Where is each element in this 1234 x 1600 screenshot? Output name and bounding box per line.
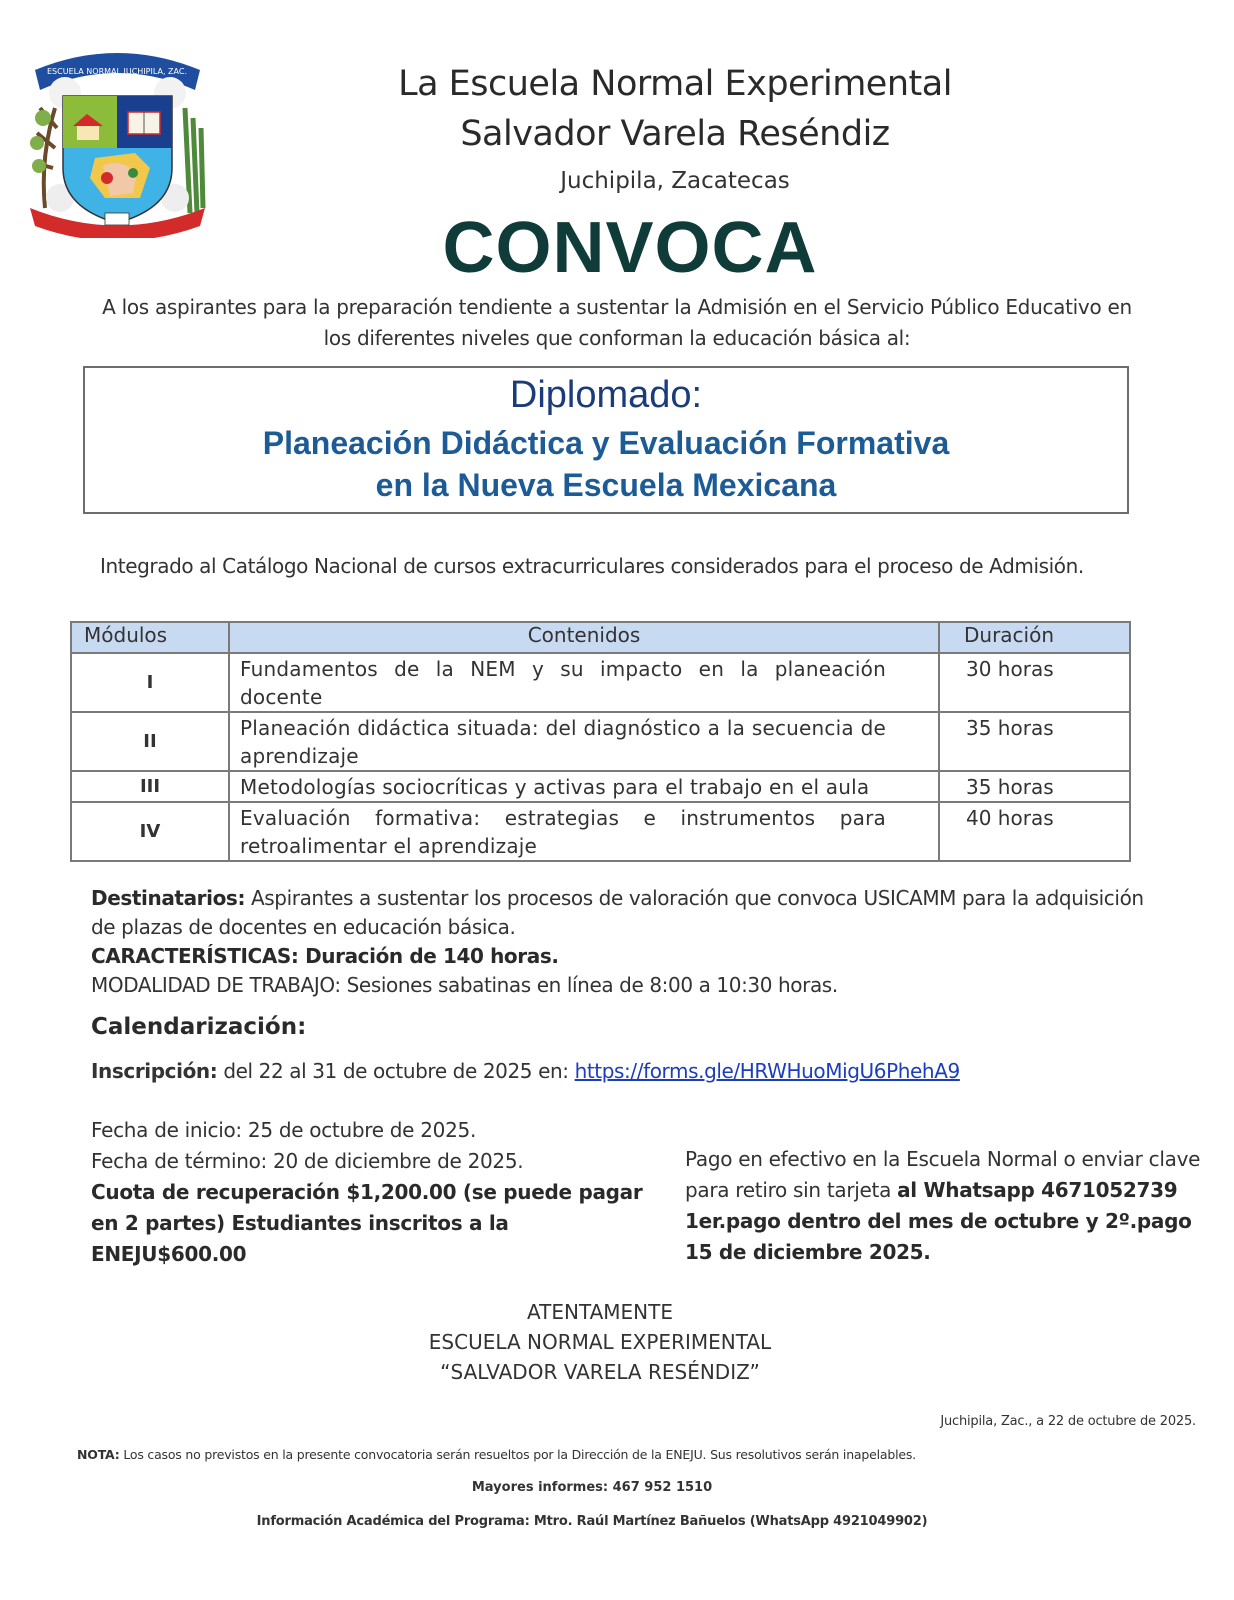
signature-line3: “SALVADOR VARELA RESÉNDIZ” [440, 1360, 760, 1384]
payment-info [685, 1144, 1215, 1268]
diplomado-title-line2: en la Nueva Escuela Mexicana [375, 467, 837, 503]
modules-table [70, 621, 1131, 862]
payment-text: Pago en efectivo en la Escuela Normal o enviar clave para retiro sin tarjeta [685, 1147, 1201, 1202]
table-header-row [71, 622, 1130, 653]
caracteristicas [91, 942, 1161, 971]
end-date: Fecha de término: 20 de diciembre de 2025. [91, 1149, 524, 1173]
inscripcion-text: del 22 al 31 de octubre de 2025 en: [217, 1059, 575, 1083]
school-crest-logo [25, 38, 210, 238]
header-modulos: Módulos [71, 622, 229, 653]
diplomado-box [83, 366, 1129, 514]
module-content: Metodologías sociocríticas y activas para el trabajo en el aula [229, 771, 939, 802]
registration-link[interactable]: https://forms.gle/HRWHuoMigU6PhehA9 [574, 1059, 960, 1083]
diplomado-title [85, 422, 1127, 506]
diplomado-label: Diplomado: [509, 374, 703, 416]
payment-whatsapp: al Whatsapp 4671052739 1er.pago dentro del mes de octubre y 2º.pago 15 de diciembre 2025. [685, 1178, 1192, 1264]
academic-contact: Información Académica del Programa: Mtro. Raúl Martínez Bañuelos (WhatsApp 4921049902) [256, 1514, 928, 1529]
module-number: II [71, 712, 229, 771]
module-duration: 35 horas [939, 771, 1130, 802]
footer-note [77, 1447, 916, 1462]
module-content: Evaluación formativa: estrategias e instrumentos para retroalimentar el aprendizaje [229, 802, 939, 861]
signature-line2: ESCUELA NORMAL EXPERIMENTAL [428, 1330, 772, 1354]
school-name-line2: Salvador Varela Reséndiz [460, 114, 890, 154]
caracteristicas-text: CARACTERÍSTICAS: Duración de 140 horas. [91, 944, 559, 968]
diplomado-title-line1: Planeación Didáctica y Evaluación Formativa [262, 425, 950, 461]
inscripcion [91, 1059, 960, 1083]
module-duration: 40 horas [939, 802, 1130, 861]
dates-and-fee [91, 1115, 651, 1270]
start-date: Fecha de inicio: 25 de octubre de 2025. [91, 1118, 476, 1142]
header-contenidos: Contenidos [229, 622, 939, 653]
catalog-note: Integrado al Catálogo Nacional de cursos extracurriculares considerados para el proceso de Admisión. [100, 554, 1084, 578]
signature-block [300, 1297, 900, 1387]
signature-line1: ATENTAMENTE [527, 1300, 673, 1324]
module-content: Planeación didáctica situada: del diagnóstico a la secuencia de aprendizaje [229, 712, 939, 771]
table-row [71, 802, 1130, 861]
nota-label: NOTA: [77, 1447, 120, 1462]
document-date: Juchipila, Zac., a 22 de octubre de 2025. [940, 1414, 1196, 1429]
modalidad: MODALIDAD DE TRABAJO: Sesiones sabatinas en línea de 8:00 a 10:30 horas. [91, 973, 838, 997]
fee-text: Cuota de recuperación $1,200.00 (se puede pagar en 2 partes) Estudiantes inscritos a la ENEJU$600.00 [91, 1180, 643, 1266]
destinatarios-text: Aspirantes a sustentar los procesos de valoración que convoca USICAMM para la adquisición de plazas de docentes en educación básica. [91, 886, 1144, 939]
module-number: IV [71, 802, 229, 861]
crest-icon [25, 38, 210, 238]
ribbon-text: ESCUELA NORMAL JUCHIPILA, ZAC. [47, 67, 187, 76]
school-location: Juchipila, Zacatecas [560, 168, 790, 194]
module-number: I [71, 653, 229, 712]
intro-text: A los aspirantes para la preparación tendiente a sustentar la Admisión en el Servicio Público Educativo en los diferentes niveles que conforman la educación básica al: [102, 295, 1132, 350]
calendar-heading: Calendarización: [91, 1014, 307, 1040]
convoca-heading: CONVOCA [442, 208, 818, 288]
destinatarios [91, 884, 1161, 942]
nota-text: Los casos no previstos en la presente convocatoria serán resueltos por la Dirección de la ENEJU. Sus resolutivos serán inapelables. [119, 1447, 916, 1462]
table-row [71, 771, 1130, 802]
module-content: Fundamentos de la NEM y su impacto en la planeación docente [229, 653, 939, 712]
header-duracion: Duración [939, 622, 1130, 653]
module-duration: 30 horas [939, 653, 1130, 712]
module-number: III [71, 771, 229, 802]
details-section [91, 884, 1161, 1000]
module-duration: 35 horas [939, 712, 1130, 771]
school-name-line1: La Escuela Normal Experimental [398, 64, 952, 104]
contact-info: Mayores informes: 467 952 1510 [471, 1480, 713, 1495]
inscripcion-label: Inscripción: [91, 1059, 218, 1083]
destinatarios-label: Destinatarios: [91, 886, 246, 910]
table-row [71, 712, 1130, 771]
table-row [71, 653, 1130, 712]
